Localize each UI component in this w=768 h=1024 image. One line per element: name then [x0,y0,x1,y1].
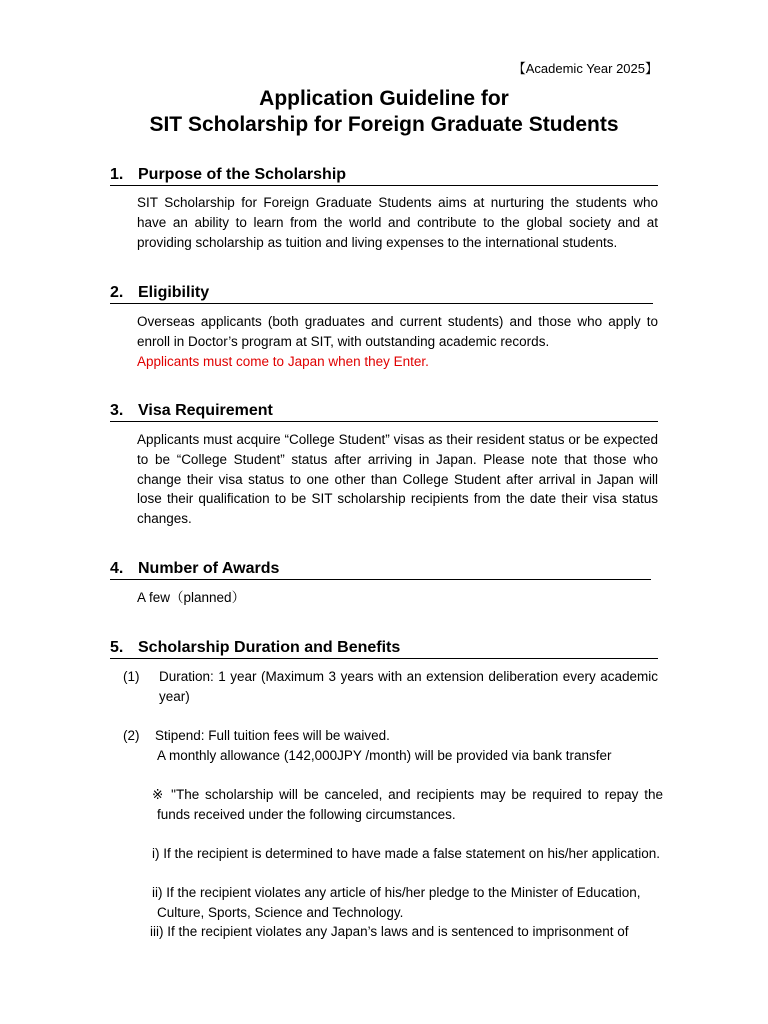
section-title: Eligibility [138,284,210,301]
section-heading-eligibility [110,283,653,304]
purpose-text: SIT Scholarship for Foreign Graduate Students aims at nurturing the students who have an ability to learn from the world and contribute to the global society and at providing scholarship as tuition and living expenses to the international students. [137,195,658,250]
condition-ii: ii) If the recipient violates any article of his/her pledge to the Minister of Education, Culture, Sports, Science and Technology. [152,885,641,920]
section-number: 1. [110,166,124,183]
section-heading-purpose [110,165,658,186]
section-heading-duration-benefits [110,638,658,659]
eligibility-note: Applicants must come to Japan when they Enter. [137,353,429,369]
title-line-2: SIT Scholarship for Foreign Graduate Students [149,113,619,136]
section-number: 3. [110,402,124,419]
section-body-visa [137,430,658,529]
page-title [0,86,768,138]
section-heading-awards [110,559,651,580]
section-number: 4. [110,560,124,577]
section-number: 5. [110,639,124,656]
section-heading-visa [110,401,658,422]
stipend-line-1: Stipend: Full tuition fees will be waived. [155,728,390,743]
awards-text: A few（planned） [137,590,246,605]
list-marker-2: (2) [123,728,140,743]
visa-text: Applicants must acquire “College Student” visas as their resident status or be expected to be “College Student” status after arriving in Japan. Please note that those who change their visa status to one other than College Student after arrival in Japan will lose their qualification to be SIT scholarship recipients from the date their visa status changes. [137,432,658,527]
title-line-1: Application Guideline for [259,87,509,110]
academic-year-label: 【Academic Year 2025】 [512,61,658,76]
eligibility-text: Overseas applicants (both graduates and current students) and those who apply to enroll in Doctor’s program at SIT, with outstanding academic records. [137,314,658,349]
section-body-eligibility [137,312,658,371]
section-title: Purpose of the Scholarship [138,166,347,183]
section-title: Visa Requirement [138,402,273,419]
condition-i: i) If the recipient is determined to have made a false statement on his/her application. [152,846,661,861]
section-title: Scholarship Duration and Benefits [138,639,401,656]
cancellation-notice: ※ "The scholarship will be canceled, and recipients may be required to repay the funds received under the following circumstances. [152,787,663,822]
list-marker-1: (1) [123,669,140,684]
section-body-purpose [137,193,658,252]
condition-iii: iii) If the recipient violates any Japan’s laws and is sentenced to imprisonment of [150,924,629,939]
duration-text: Duration: 1 year (Maximum 3 years with an extension deliberation every academic year) [159,669,658,704]
stipend-line-2: A monthly allowance (142,000JPY /month) will be provided via bank transfer [157,748,612,763]
section-title: Number of Awards [138,560,280,577]
section-number: 2. [110,284,124,301]
